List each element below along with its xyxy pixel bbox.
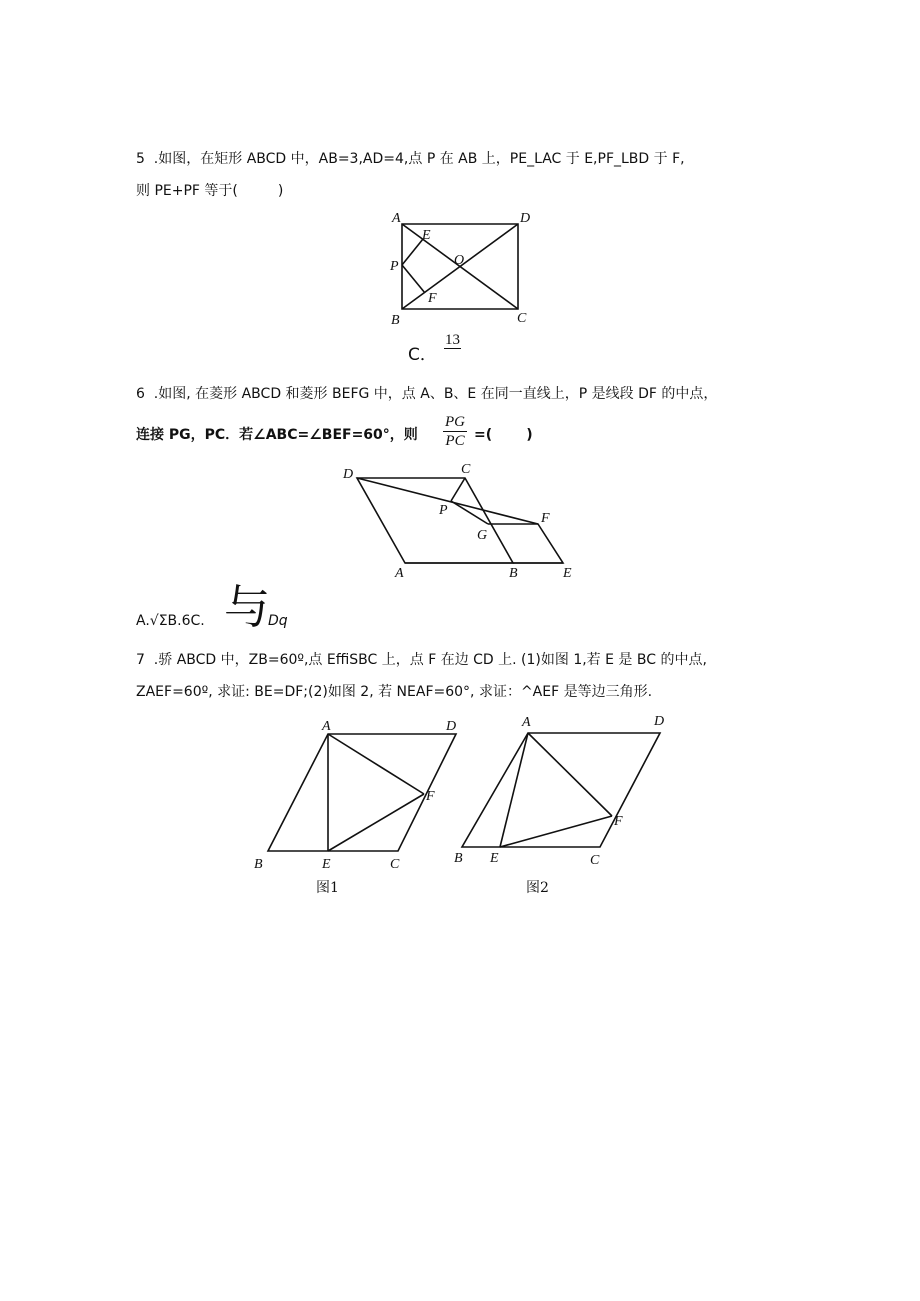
q5-text-line1: 5 .如图，在矩形 ABCD 中，AB=3,AD=4,点 P 在 AB 上，PE_LAC 于 E,PF_LBD 于 F, bbox=[136, 151, 685, 167]
fig1-segment-ef bbox=[328, 794, 424, 851]
q6-text-line2-prefix: 连接 PG，PC．若∠ABC=∠BEF=60°，则 bbox=[136, 427, 418, 443]
q6-text-line2-suffix: =( ) bbox=[474, 427, 533, 443]
q5-rectangle-figure bbox=[380, 208, 540, 328]
label-c: C bbox=[461, 462, 471, 477]
q7-text-line2: ZAEF=60º, 求证: BE=DF;(2)如图 2, 若 NEAF=60°, 求证：^AEF 是等边三角形. bbox=[136, 684, 653, 700]
q6-text-line1: 6 .如图, 在菱形 ABCD 和菱形 BEFG 中，点 A、B、E 在同一直线上，P 是线段 DF 的中点， bbox=[136, 386, 718, 402]
label-b: B bbox=[509, 566, 518, 581]
q6-large-glyph: 与 bbox=[224, 580, 270, 634]
q5-text-line2: 则 PE+PF 等于( ) bbox=[136, 183, 284, 199]
label-e: E bbox=[422, 228, 431, 243]
label-f: F bbox=[428, 291, 437, 306]
fig1-label-f: F bbox=[426, 789, 435, 804]
q6-rhombus-figure bbox=[335, 460, 585, 585]
fig2-label-b: B bbox=[454, 851, 463, 866]
fig1-label-b: B bbox=[254, 857, 263, 872]
q7-text-line1: 7 .骄 ABCD 中，ZB=60º,点 EffiSBC 上，点 F 在边 CD 上. (1)如图 1,若 E 是 BC 的中点, bbox=[136, 652, 707, 668]
label-a: A bbox=[395, 566, 404, 581]
fig1-label-c: C bbox=[390, 857, 400, 872]
label-d: D bbox=[520, 211, 531, 226]
fig2-label-c: C bbox=[590, 853, 600, 868]
label-d: D bbox=[343, 467, 354, 482]
label-o: O bbox=[454, 253, 465, 268]
label-c: C bbox=[517, 311, 527, 326]
q7-figure-1-caption: 图1 bbox=[316, 880, 339, 896]
fig1-segment-af bbox=[328, 734, 424, 794]
fig2-label-a: A bbox=[522, 715, 531, 730]
label-a: A bbox=[392, 211, 401, 226]
q7-figure-1 bbox=[248, 712, 468, 902]
q6-fraction-denominator: PC bbox=[445, 433, 465, 449]
q6-fraction bbox=[443, 413, 467, 450]
rhombus-befg-sides bbox=[488, 524, 563, 563]
label-f: F bbox=[541, 511, 550, 526]
fig2-label-d: D bbox=[654, 714, 665, 729]
fig1-label-d: D bbox=[446, 719, 457, 734]
fig2-label-e: E bbox=[490, 851, 499, 866]
fig1-label-a: A bbox=[322, 719, 331, 734]
label-e: E bbox=[563, 566, 572, 581]
segment-pg bbox=[451, 501, 488, 524]
segment-pf bbox=[402, 265, 425, 293]
q6-options-tail: Dq bbox=[268, 613, 288, 629]
segment-pc bbox=[451, 478, 465, 501]
fig2-label-f: F bbox=[614, 814, 623, 829]
label-b: B bbox=[391, 313, 400, 328]
label-p: P bbox=[390, 259, 399, 274]
q6-fraction-numerator: PG bbox=[445, 414, 465, 430]
fig2-segment-ef bbox=[500, 816, 612, 847]
label-g: G bbox=[477, 528, 488, 543]
fig2-segment-ae bbox=[500, 733, 528, 847]
q5-option-c-label: C． bbox=[408, 345, 437, 365]
q6-options: A.√ΣB.6C. bbox=[136, 613, 205, 629]
label-p: P bbox=[439, 503, 448, 518]
rhombus-abcd bbox=[357, 478, 513, 563]
q5-option-c-value: 13 bbox=[445, 332, 460, 348]
segment-pe bbox=[402, 239, 423, 265]
q7-figure-2-caption: 图2 bbox=[526, 880, 549, 896]
q7-figure-2 bbox=[448, 712, 678, 902]
fig2-segment-af bbox=[528, 733, 612, 816]
fig1-label-e: E bbox=[322, 857, 331, 872]
